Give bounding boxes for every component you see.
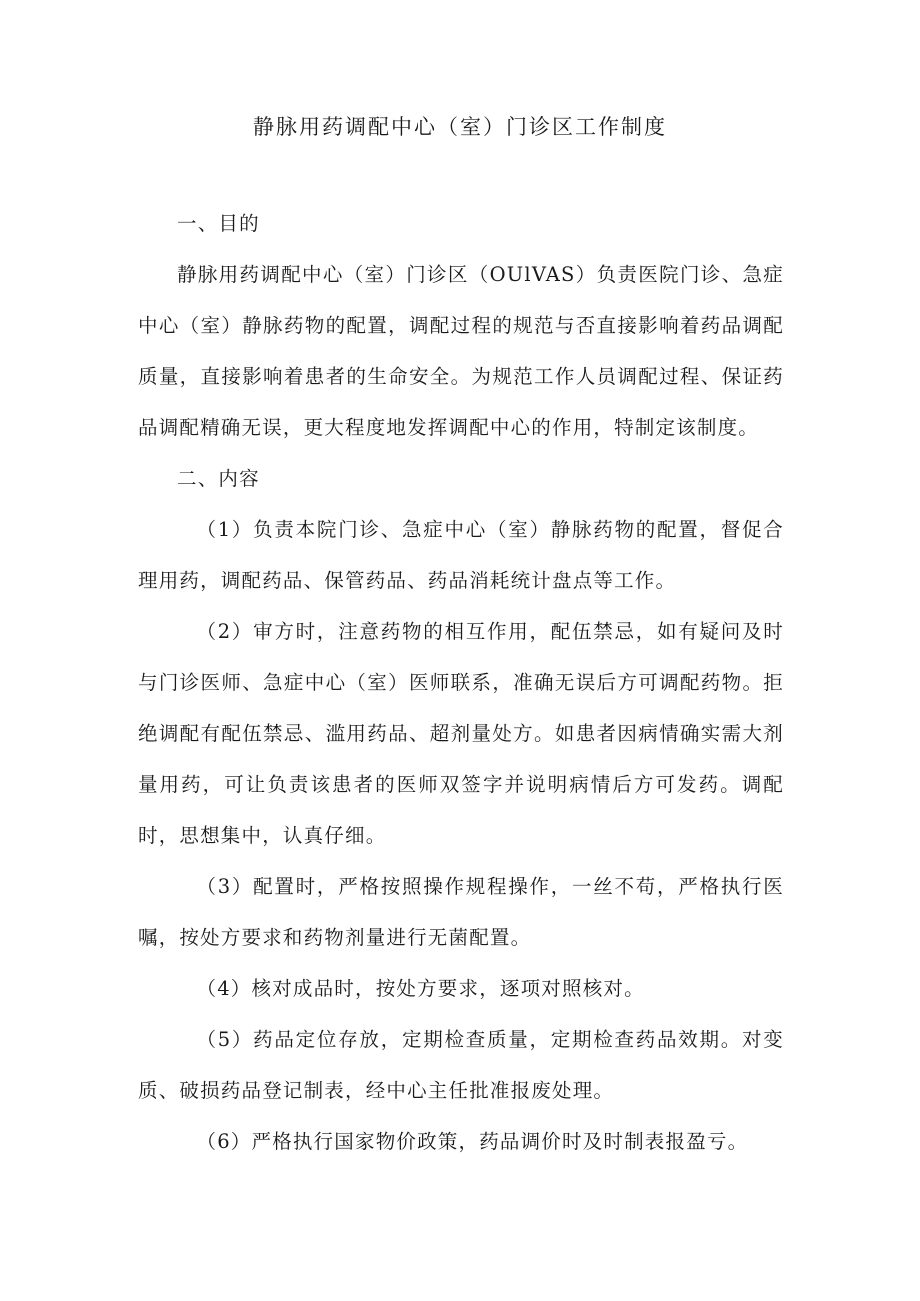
document-body <box>138 198 784 1167</box>
content-item-5: （5）药品定位存放，定期检查质量，定期检查药品效期。对变质、破损药品登记制表，经中心主任批准报废处理。 <box>138 1028 784 1102</box>
document-title: 静脉用药调配中心（室）门诊区工作制度 <box>253 115 667 139</box>
content-item-2: （2）审方时，注意药物的相互作用，配伍禁忌，如有疑问及时与门诊医师、急症中心（室）医师联系，准确无误后方可调配药物。拒绝调配有配伍禁忌、滥用药品、超剂量处方。如患者因病情确实需大剂量用药，可让负责该患者的医师双签字并说明病情后方可发药。调配时，思想集中，认真仔细。 <box>138 620 784 847</box>
content-item-1: （1）负责本院门诊、急症中心（室）静脉药物的配置，督促合理用药，调配药品、保管药品、药品消耗统计盘点等工作。 <box>138 518 784 592</box>
purpose-paragraph: 静脉用药调配中心（室）门诊区（OUlVAS）负责医院门诊、急症中心（室）静脉药物的配置，调配过程的规范与否直接影响着药品调配质量，直接影响着患者的生命安全。为规范工作人员调配过程、保证药品调配精确无误，更大程度地发挥调配中心的作用，特制定该制度。 <box>138 263 784 439</box>
content-item-3: （3）配置时，严格按照操作规程操作，一丝不苟，严格执行医嘱，按处方要求和药物剂量进行无菌配置。 <box>138 875 784 949</box>
section-heading-content: 二、内容 <box>177 467 260 490</box>
section-heading-purpose: 一、目的 <box>177 212 260 235</box>
content-item-4: （4）核对成品时，按处方要求，逐项对照核对。 <box>196 977 645 1000</box>
content-item-6: （6）严格执行国家物价政策，药品调价时及时制表报盈亏。 <box>196 1130 749 1153</box>
